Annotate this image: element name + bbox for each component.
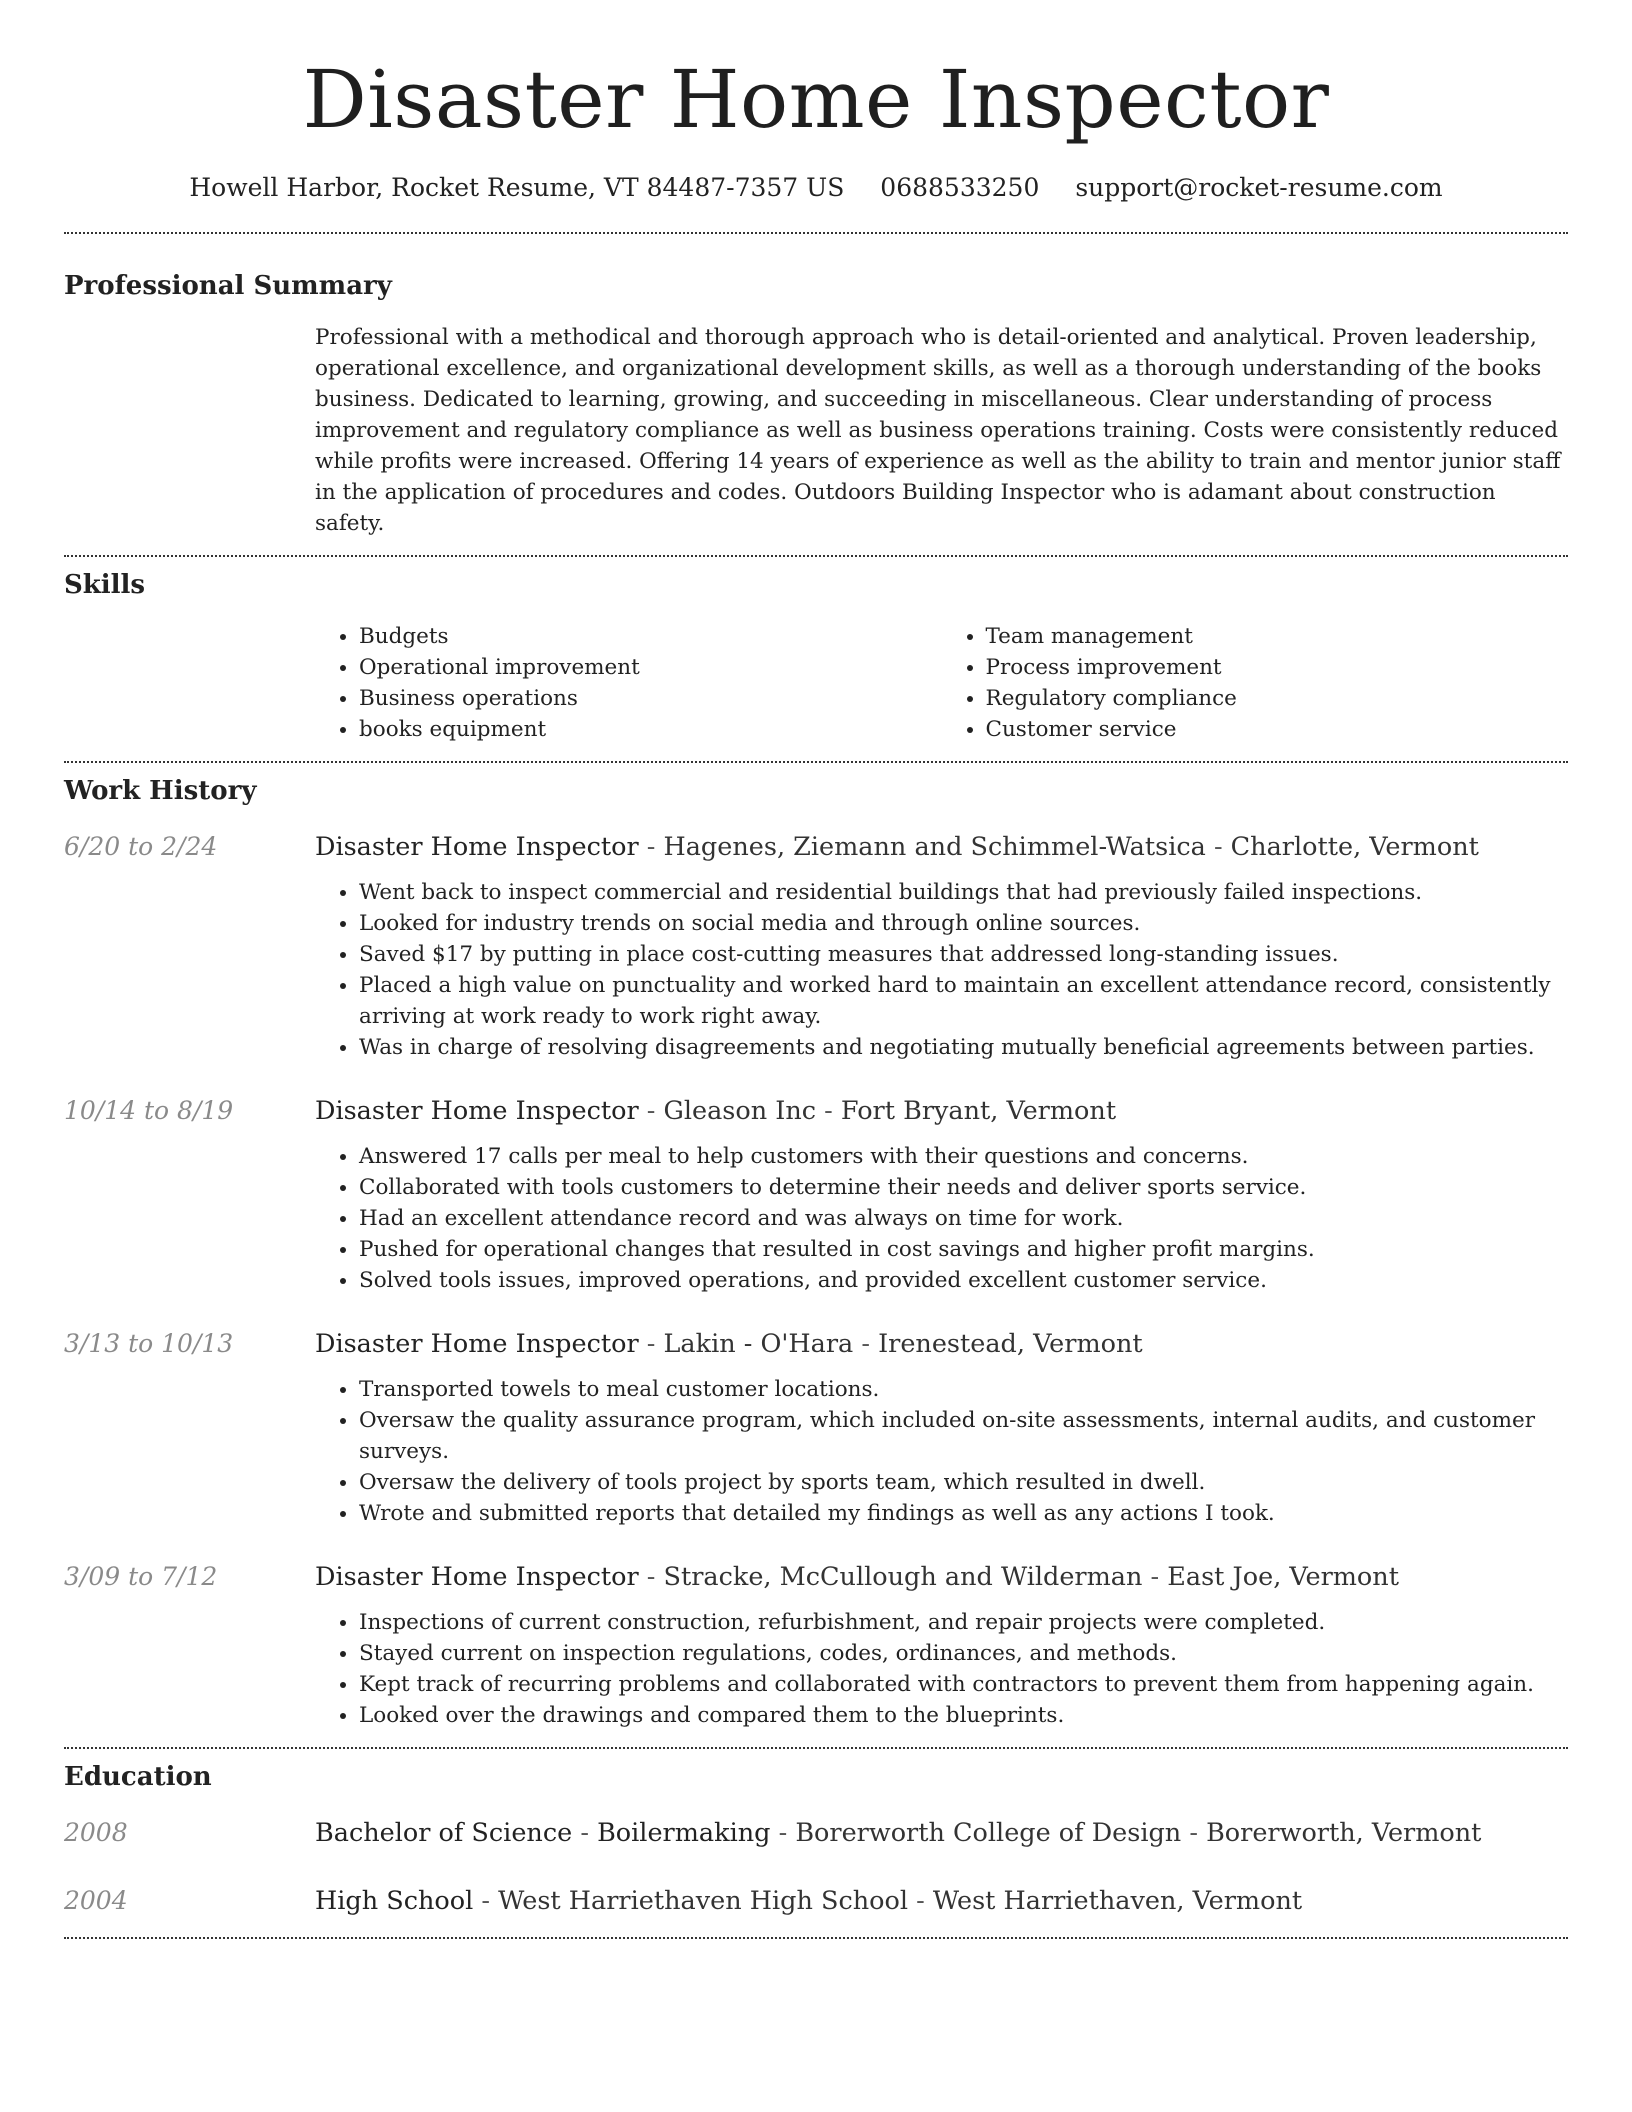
- job-bullet: • Kept track of recurring problems and collaborated with contractors to prevent them from happening again.: [359, 1669, 1568, 1700]
- job-heading: Disaster Home Inspector - Lakin - O'Hara - Irenestead, Vermont: [315, 1329, 1143, 1359]
- job-bullet: • Looked for industry trends on social media and through online sources.: [359, 908, 1568, 939]
- candidate-name: Disaster Home Inspector: [302, 53, 1330, 146]
- job-bullets: [315, 1607, 1568, 1731]
- summary-text: Professional with a methodical and thorough approach who is detail-oriented and analytical. Proven leadership, operational excellence, and organizational development skills, as well as a thorough understanding of the books business. Dedicated to learning, growing, and succeeding in miscellaneous. Clear understanding of process improvement and regulatory compliance as well as business operations training. Costs were consistently reduced while profits were increased. Offering 14 years of experience as well as the ability to train and mentor junior staff in the application of procedures and codes. Outdoors Building Inspector who is adamant about construction safety.: [315, 325, 1561, 536]
- job-dates: 3/09 to 7/12: [64, 1562, 218, 1591]
- job-bullets: [315, 1141, 1568, 1296]
- education-entry: [64, 1883, 1568, 1919]
- job-bullet: • Placed a high value on punctuality and worked hard to maintain an excellent attendance record, consistently arriving at work ready to work right away.: [359, 970, 1568, 1032]
- skills-section: [64, 557, 1568, 745]
- job-location: Irenestead, Vermont: [878, 1329, 1143, 1359]
- skill-item: • Regulatory compliance: [986, 683, 1569, 714]
- job-bullet: • Wrote and submitted reports that detailed my findings as well as any actions I took.: [359, 1498, 1568, 1529]
- education-field: Boilermaking: [597, 1818, 771, 1848]
- divider: [64, 1937, 1568, 1939]
- summary-section: [64, 234, 1568, 539]
- job-role: Disaster Home Inspector: [315, 1329, 639, 1359]
- job-bullet: • Pushed for operational changes that resulted in cost savings and higher profit margins.: [359, 1234, 1568, 1265]
- job-bullets: [315, 1374, 1568, 1529]
- job-bullet: • Solved tools issues, improved operations, and provided excellent customer service.: [359, 1265, 1568, 1296]
- job-location: East Joe, Vermont: [1167, 1562, 1399, 1592]
- job-bullet: • Saved $17 by putting in place cost-cutting measures that addressed long-standing issues.: [359, 939, 1568, 970]
- skill-item: • Budgets: [359, 621, 942, 652]
- job-company: Hagenes, Ziemann and Schimmel-Watsica: [663, 832, 1206, 862]
- job-bullet: • Inspections of current construction, refurbishment, and repair projects were completed.: [359, 1607, 1568, 1638]
- education-location: West Harriethaven, Vermont: [932, 1886, 1303, 1916]
- job-role: Disaster Home Inspector: [315, 1096, 639, 1126]
- job-location: Charlotte, Vermont: [1230, 832, 1479, 862]
- job-company: Stracke, McCullough and Wilderman: [663, 1562, 1143, 1592]
- education-title: Education: [64, 1762, 212, 1792]
- job-bullet: • Was in charge of resolving disagreements and negotiating mutually beneficial agreements between parties.: [359, 1032, 1568, 1063]
- contact-address: Howell Harbor, Rocket Resume, VT 84487-7357 US: [189, 173, 845, 202]
- job-role: Disaster Home Inspector: [315, 832, 639, 862]
- work-section: [64, 763, 1568, 1731]
- resume-page: [64, 0, 1568, 1939]
- contact-email: support@rocket-resume.com: [1075, 173, 1443, 202]
- job-bullet: • Stayed current on inspection regulations, codes, ordinances, and methods.: [359, 1638, 1568, 1669]
- education-school: Borerworth College of Design: [795, 1818, 1182, 1848]
- job-bullet: • Oversaw the delivery of tools project by sports team, which resulted in dwell.: [359, 1467, 1568, 1498]
- job-bullet: • Collaborated with tools customers to determine their needs and deliver sports service.: [359, 1172, 1568, 1203]
- skill-item: • Customer service: [986, 714, 1569, 745]
- work-title: Work History: [64, 776, 257, 806]
- job-entry: [64, 1559, 1568, 1731]
- job-bullet: • Answered 17 calls per meal to help customers with their questions and concerns.: [359, 1141, 1568, 1172]
- skills-title: Skills: [64, 570, 146, 600]
- skill-item: • Business operations: [359, 683, 942, 714]
- job-entry: [64, 829, 1568, 1063]
- contact-phone: 0688533250: [880, 173, 1040, 202]
- job-dates: 6/20 to 2/24: [64, 832, 218, 861]
- job-bullet: • Had an excellent attendance record and was always on time for work.: [359, 1203, 1568, 1234]
- education-year: 2008: [64, 1818, 128, 1847]
- education-entry: [64, 1815, 1568, 1851]
- education-heading: High School - West Harriethaven High School - West Harriethaven, Vermont: [315, 1886, 1303, 1916]
- education-heading: Bachelor of Science - Boilermaking - Borerworth College of Design - Borerworth, Vermont: [315, 1818, 1482, 1848]
- skill-item: • Team management: [986, 621, 1569, 652]
- education-location: Borerworth, Vermont: [1206, 1818, 1482, 1848]
- job-company: Lakin - O'Hara: [663, 1329, 854, 1359]
- education-school: West Harriethaven High School: [498, 1886, 909, 1916]
- skills-list-right: [942, 621, 1569, 745]
- skills-list-left: [315, 621, 942, 745]
- education-year: 2004: [64, 1886, 128, 1915]
- job-heading: Disaster Home Inspector - Gleason Inc - Fort Bryant, Vermont: [315, 1096, 1117, 1126]
- skill-item: • Process improvement: [986, 652, 1569, 683]
- contact-line: [64, 170, 1568, 206]
- job-heading: Disaster Home Inspector - Stracke, McCullough and Wilderman - East Joe, Vermont: [315, 1562, 1399, 1592]
- skill-item: • books equipment: [359, 714, 942, 745]
- job-dates: 10/14 to 8/19: [64, 1096, 234, 1125]
- job-dates: 3/13 to 10/13: [64, 1329, 234, 1358]
- job-bullet: • Looked over the drawings and compared them to the blueprints.: [359, 1700, 1568, 1731]
- job-bullet: • Went back to inspect commercial and residential buildings that had previously failed inspections.: [359, 877, 1568, 908]
- education-degree: Bachelor of Science: [315, 1818, 573, 1848]
- job-bullet: • Oversaw the quality assurance program, which included on-site assessments, internal audits, and customer surveys.: [359, 1405, 1568, 1467]
- job-heading: Disaster Home Inspector - Hagenes, Ziemann and Schimmel-Watsica - Charlotte, Vermont: [315, 832, 1479, 862]
- job-role: Disaster Home Inspector: [315, 1562, 639, 1592]
- education-degree: High School: [315, 1886, 474, 1916]
- job-location: Fort Bryant, Vermont: [840, 1096, 1117, 1126]
- job-entry: [64, 1326, 1568, 1529]
- job-bullet: • Transported towels to meal customer locations.: [359, 1374, 1568, 1405]
- job-company: Gleason Inc: [663, 1096, 817, 1126]
- education-section: [64, 1749, 1568, 1919]
- job-entry: [64, 1093, 1568, 1296]
- skill-item: • Operational improvement: [359, 652, 942, 683]
- job-bullets: [315, 877, 1568, 1063]
- summary-title: Professional Summary: [64, 271, 392, 301]
